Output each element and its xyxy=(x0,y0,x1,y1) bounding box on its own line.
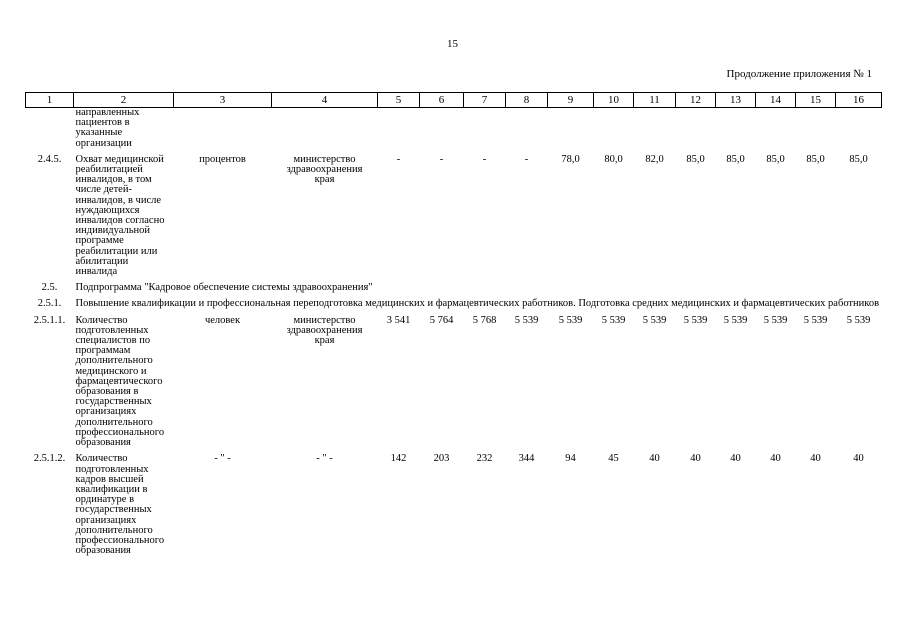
col-header: 10 xyxy=(594,93,634,108)
row-value: 85,0 xyxy=(766,153,785,165)
row-value: - xyxy=(482,153,487,165)
row-executor: министерство здравоохранения края xyxy=(286,153,363,186)
col-header: 7 xyxy=(464,93,506,108)
col-header: 2 xyxy=(74,93,174,108)
row-value: 40 xyxy=(853,453,864,465)
row-value: 203 xyxy=(433,453,450,465)
row-value: 5 539 xyxy=(601,314,626,326)
indicators-table xyxy=(25,92,882,556)
row-code: 2.5.1.1. xyxy=(33,314,66,326)
header-row xyxy=(26,93,882,108)
row-value: 5 764 xyxy=(429,314,454,326)
row-value: 5 539 xyxy=(846,314,871,326)
row-span-text: Повышение квалификации и профессиональная переподготовка медицинских и фармацевтических работников. Подготовка средних медицинских и фармацевтических работников xyxy=(75,298,880,310)
row-value: - xyxy=(524,153,529,165)
row-value: 40 xyxy=(770,453,781,465)
row-indicator: Количество подготовленных кадров высшей квалификации в ординатуре в государственных организациях дополнительного профессионального образования xyxy=(75,453,165,557)
row-value: 5 539 xyxy=(514,314,539,326)
row-value: 40 xyxy=(690,453,701,465)
row-value: - xyxy=(439,153,444,165)
col-header: 16 xyxy=(836,93,882,108)
table-row xyxy=(26,277,882,293)
row-value: 94 xyxy=(565,453,576,465)
row-value: 82,0 xyxy=(645,153,664,165)
row-indicator: Охват медицинской реабилитацией инвалидов, в том числе детей-инвалидов, в числе нуждающихся инвалидов согласно индивидуальной программе реабилитации или абилитации инвалида xyxy=(75,153,165,278)
row-value: 5 768 xyxy=(472,314,497,326)
col-header: 13 xyxy=(716,93,756,108)
row-value: 85,0 xyxy=(686,153,705,165)
row-unit: человек xyxy=(204,314,241,326)
col-header: 11 xyxy=(634,93,676,108)
row-value: 5 539 xyxy=(642,314,667,326)
row-value: 78,0 xyxy=(561,153,580,165)
row-value: 5 539 xyxy=(683,314,708,326)
row-code: 2.5. xyxy=(41,282,58,294)
row-value: 45 xyxy=(608,453,619,465)
col-header: 3 xyxy=(174,93,272,108)
col-header: 4 xyxy=(272,93,378,108)
col-header: 15 xyxy=(796,93,836,108)
row-value: 40 xyxy=(730,453,741,465)
col-header: 6 xyxy=(420,93,464,108)
continuation-label: Продолжение приложения № 1 xyxy=(726,68,872,80)
carryover-text: направленных пациентов в указанные организации xyxy=(75,107,140,149)
page-number: 15 xyxy=(447,38,458,50)
row-value: 40 xyxy=(810,453,821,465)
row-value: 344 xyxy=(518,453,535,465)
table-row xyxy=(26,149,882,277)
col-header: 12 xyxy=(676,93,716,108)
row-value: 3 541 xyxy=(386,314,411,326)
row-code: 2.4.5. xyxy=(37,153,62,165)
carryover-row xyxy=(26,108,882,149)
row-value: 142 xyxy=(390,453,407,465)
row-value: - xyxy=(396,153,401,165)
row-span-text: Подпрограмма "Кадровое обеспечение системы здравоохранения" xyxy=(75,282,373,294)
row-value: 85,0 xyxy=(806,153,825,165)
col-header: 8 xyxy=(506,93,548,108)
row-value: 85,0 xyxy=(726,153,745,165)
table-row xyxy=(26,293,882,309)
row-value: 5 539 xyxy=(763,314,788,326)
col-header: 14 xyxy=(756,93,796,108)
row-executor: - " - xyxy=(316,453,333,465)
row-value: 232 xyxy=(476,453,493,465)
col-header: 5 xyxy=(378,93,420,108)
row-value: 5 539 xyxy=(723,314,748,326)
row-executor: министерство здравоохранения края xyxy=(286,314,363,347)
row-unit: процентов xyxy=(199,153,246,165)
col-header: 9 xyxy=(548,93,594,108)
row-indicator: Количество подготовленных специалистов по программам дополнительного медицинского и фармацевтического образования в государственных организациях дополнительного профессионального образования xyxy=(75,314,165,449)
table-row xyxy=(26,448,882,556)
row-value: 40 xyxy=(649,453,660,465)
row-value: 5 539 xyxy=(803,314,828,326)
row-value: 80,0 xyxy=(604,153,623,165)
row-value: 5 539 xyxy=(558,314,583,326)
row-code: 2.5.1.2. xyxy=(33,453,66,465)
row-value: 85,0 xyxy=(849,153,868,165)
row-code: 2.5.1. xyxy=(37,298,62,310)
col-header: 1 xyxy=(26,93,74,108)
row-unit: - " - xyxy=(214,453,231,465)
table-row xyxy=(26,310,882,449)
